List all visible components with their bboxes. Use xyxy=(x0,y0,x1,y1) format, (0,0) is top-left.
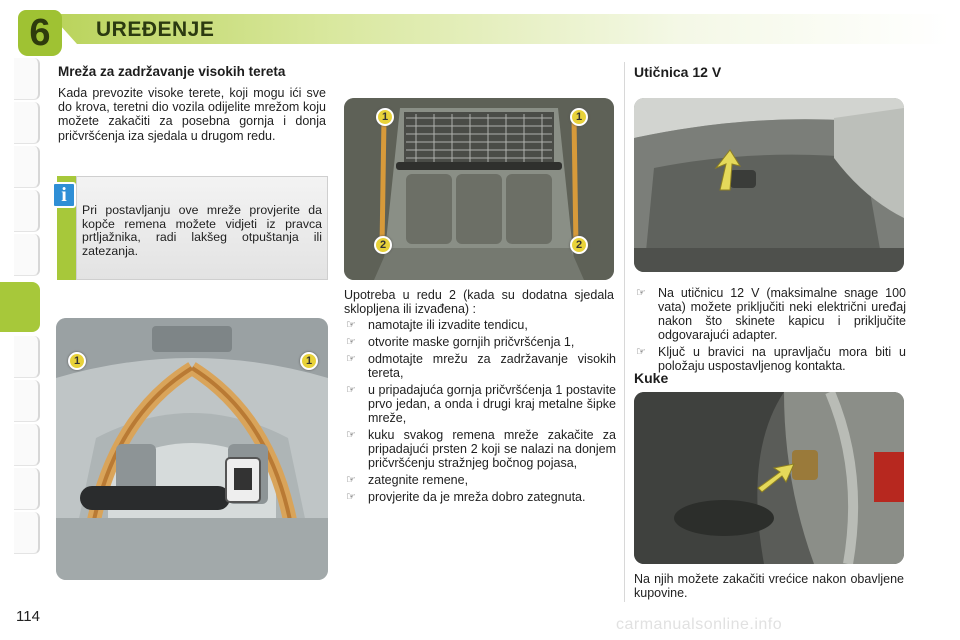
callout-2: 2 xyxy=(570,236,588,254)
chapter-tab[interactable] xyxy=(14,234,40,276)
callout-1: 1 xyxy=(376,108,394,126)
socket-illustration xyxy=(634,98,904,272)
list-item: ☞ u pripadajuća gornja pričvršćenja 1 postavite prvo jedan, a onda i drugi kraj metalne šipke mreže, xyxy=(346,383,616,425)
watermark: carmanualsonline.info xyxy=(616,616,783,633)
hand-pointer-icon: ☞ xyxy=(346,474,356,486)
chapter-tab[interactable] xyxy=(14,380,40,422)
page-title: UREĐENJE xyxy=(96,18,215,41)
callout-1: 1 xyxy=(570,108,588,126)
net-rear-view-illustration xyxy=(56,318,328,580)
net-intro-text: Kada prevozite visoke terete, koji mogu ići sve do krova, teretni dio vozila odijelite mrežom koju možete zakačiti za posebna gornja i donja pričvršćenja iza sjedala u drugom redu. xyxy=(58,86,326,143)
list-item: ☞ zategnite remene, xyxy=(346,473,469,487)
chapter-tab-strip xyxy=(0,58,42,578)
hand-pointer-icon: ☞ xyxy=(346,353,356,365)
section-heading-hooks: Kuke xyxy=(634,370,669,386)
chapter-tab[interactable] xyxy=(14,146,40,188)
info-text: Pri postavljanju ove mreže provjerite da kopče remena možete vidjeti iz pravca prtljažnika, radi lakšeg otpuštanja ili zatezanja. xyxy=(82,203,322,258)
hand-pointer-icon: ☞ xyxy=(636,287,646,299)
callout-2: 2 xyxy=(374,236,392,254)
hooks-text: Na njih možete zakačiti vrećice nakon obavljene kupovine. xyxy=(634,572,904,601)
chapter-tab[interactable] xyxy=(14,102,40,144)
list-item: ☞ namotajte ili izvadite tendicu, xyxy=(346,318,528,332)
hand-pointer-icon: ☞ xyxy=(346,384,356,396)
hand-pointer-icon: ☞ xyxy=(346,319,356,331)
list-item: ☞ kuku svakog remena mreže zakačite za pripadajući prsten 2 koji se nalazi na donjem pričvršćenju stražnjeg bočnog pojasa, xyxy=(346,428,616,470)
hand-pointer-icon: ☞ xyxy=(346,429,356,441)
section-heading-socket: Utičnica 12 V xyxy=(634,64,722,80)
chapter-tab-active[interactable] xyxy=(0,282,40,332)
list-item: ☞ otvorite maske gornjih pričvršćenja 1, xyxy=(346,335,575,349)
hand-pointer-icon: ☞ xyxy=(346,491,356,503)
chapter-tab[interactable] xyxy=(14,512,40,554)
list-item: ☞ provjerite da je mreža dobro zategnuta. xyxy=(346,490,586,504)
info-icon: i xyxy=(52,182,76,208)
callout-1: 1 xyxy=(300,352,318,370)
section-heading-net: Mreža za zadržavanje visokih tereta xyxy=(58,64,286,79)
usage-intro-text: Upotreba u redu 2 (kada su dodatna sjedala sklopljena ili izvađena) : xyxy=(344,288,614,317)
list-item: ☞ Na utičnicu 12 V (maksimalne snage 100 vata) možete priključiti neki električni uređaj nakon što skinete kapicu i priključite odgovarajući adapter. xyxy=(636,286,906,342)
net-steps-list xyxy=(344,318,616,507)
hand-pointer-icon: ☞ xyxy=(636,346,646,358)
chapter-tab[interactable] xyxy=(14,58,40,100)
hooks-illustration xyxy=(634,392,904,564)
column-divider xyxy=(624,62,625,602)
page-number: 114 xyxy=(16,608,40,625)
callout-1: 1 xyxy=(68,352,86,370)
list-item: ☞ Ključ u bravici na upravljaču mora biti u položaju uspostavljenog kontakta. xyxy=(636,345,906,373)
chapter-tab[interactable] xyxy=(14,190,40,232)
cargo-area-net-illustration xyxy=(344,98,614,280)
list-item: ☞ odmotajte mrežu za zadržavanje visokih tereta, xyxy=(346,352,616,380)
hand-pointer-icon: ☞ xyxy=(346,336,356,348)
chapter-tab[interactable] xyxy=(14,336,40,378)
chapter-number: 6 xyxy=(29,12,51,54)
chapter-tab[interactable] xyxy=(14,424,40,466)
chapter-badge xyxy=(18,10,62,56)
chapter-tab[interactable] xyxy=(14,468,40,510)
socket-bullets xyxy=(634,286,906,376)
